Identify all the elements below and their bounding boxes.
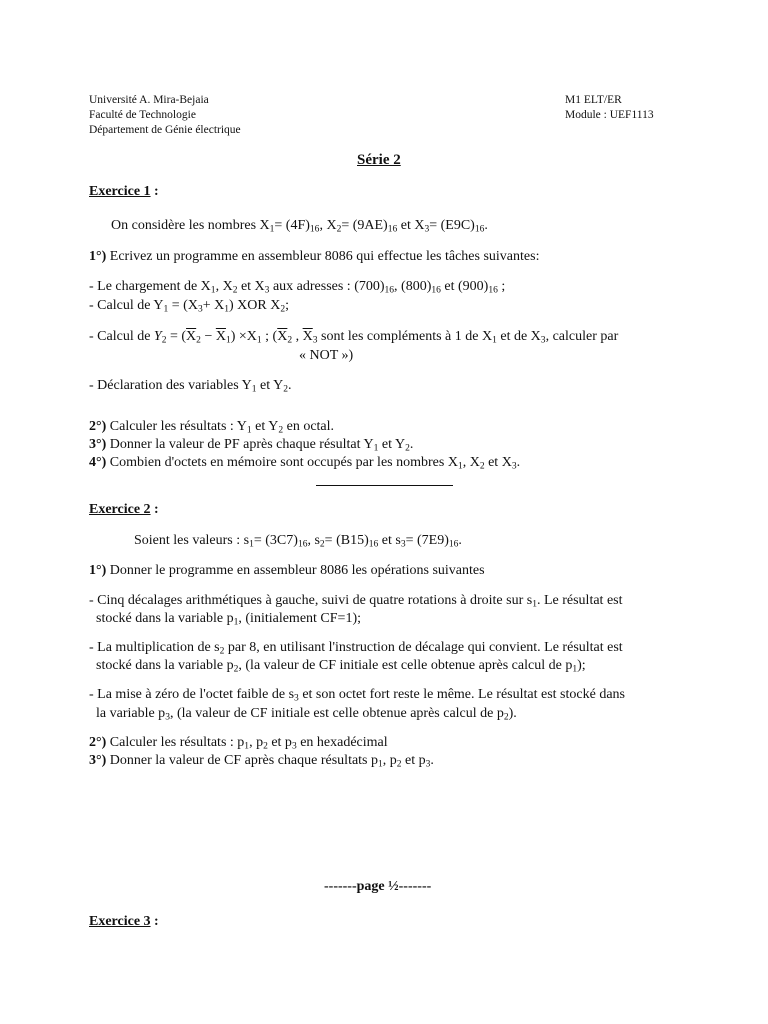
university-name: Université A. Mira-Bejaia [89, 94, 209, 106]
ex1-question-1: 1°) Ecrivez un programme en assembleur 8086 qui effectue les tâches suivantes: [89, 249, 540, 264]
module-code: Module : UEF1113 [565, 109, 654, 121]
page-title: Série 2 [357, 152, 401, 168]
exercise-1-colon: : [150, 184, 159, 199]
header-left [89, 93, 241, 138]
ex1-bullet-4: - Déclaration des variables $Y_1$ et $Y_2$. [89, 378, 292, 395]
ex2-bullet-3-continued: la variable $p_3$, (la valeur de CF initiale est celle obtenue après calcul de $p_2$). [96, 706, 517, 723]
ex2-question-3: 3°) Donner la valeur de CF après chaque résultats $p_1$, $p_2$ et $p_3$. [89, 753, 434, 770]
ex2-question-2: 2°) Calculer les résultats : $p_1$, $p_2$ et $p_3$ en hexadécimal [89, 735, 388, 752]
exercise-2-label: Exercice 2 [89, 502, 151, 517]
header-right [565, 93, 654, 123]
ex1-bullet-3-continued: « NOT ») [299, 348, 354, 363]
page-number: -------page ½------- [324, 879, 432, 894]
ex2-bullet-1-continued: stocké dans la variable $p_1$, (initialement CF=1); [96, 611, 361, 628]
ex1-intro: On considère les nombres $X_1= (4F)_{16}$, $X_2= (9AE)_{16}$ et $X_3= (E9C)_{16}$. [111, 218, 488, 235]
course-level: M1 ELT/ER [565, 94, 622, 106]
ex2-bullet-1: - Cinq décalages arithmétiques à gauche, suivi de quatre rotations à droite sur $s_1$. Le résultat est [89, 593, 623, 610]
faculty-name: Faculté de Technologie [89, 109, 196, 121]
ex1-question-2: 2°) Calculer les résultats : $Y_1$ et $Y_2$ en octal. [89, 419, 335, 436]
ex1-question-4: 4°) Combien d'octets en mémoire sont occupés par les nombres $X_1$, $X_2$ et $X_3$. [89, 455, 521, 472]
exercise-2-heading [89, 501, 159, 519]
department-name: Département de Génie électrique [89, 124, 241, 136]
ex1-bullet-2: - Calcul de $Y_1 = (X_3+ X_1)$ XOR $X_2$; [89, 298, 289, 315]
ex1-bullet-3: - Calcul de $Y_2 = (\overline{X}_2 - \overline{X}_1) \times X_1$ ; ($\overline{X}_2$ , $\overline{X}_3$ sont les compléments à 1 de $X_1$ et de $X_3$, calculer par [89, 329, 619, 346]
ex1-question-3: 3°) Donner la valeur de PF après chaque résultat $Y_1$ et $Y_2$. [89, 437, 414, 454]
exercise-1-label: Exercice 1 [89, 184, 151, 199]
section-divider [316, 485, 453, 486]
exercise-2-colon: : [150, 502, 159, 517]
exercise-3-label: Exercice 3 [89, 914, 151, 929]
ex2-question-1: 1°) Donner le programme en assembleur 8086 les opérations suivantes [89, 563, 485, 578]
exercise-3-colon: : [150, 914, 159, 929]
ex2-bullet-2-continued: stocké dans la variable $p_2$, (la valeur de CF initiale est celle obtenue après calcul de $p_1$); [96, 658, 586, 675]
ex2-intro: Soient les valeurs : $s_1= (3C7)_{16}$, $s_2= (B15)_{16}$ et $s_3= (7E9)_{16}$. [134, 533, 462, 550]
exercise-1-heading [89, 183, 159, 201]
ex1-bullet-1: - Le chargement de $X_1$, $X_2$ et $X_3$ aux adresses : $(700)_{16}$, $(800)_{16}$ et $(900)_{16}$ ; [89, 279, 506, 296]
ex2-bullet-3: - La mise à zéro de l'octet faible de $s_3$ et son octet fort reste le même. Le résultat est stocké dans [89, 687, 625, 704]
ex2-bullet-2: - La multiplication de $s_2$ par 8, en utilisant l'instruction de décalage qui convient. Le résultat est [89, 640, 623, 657]
exercise-3-heading [89, 913, 159, 931]
